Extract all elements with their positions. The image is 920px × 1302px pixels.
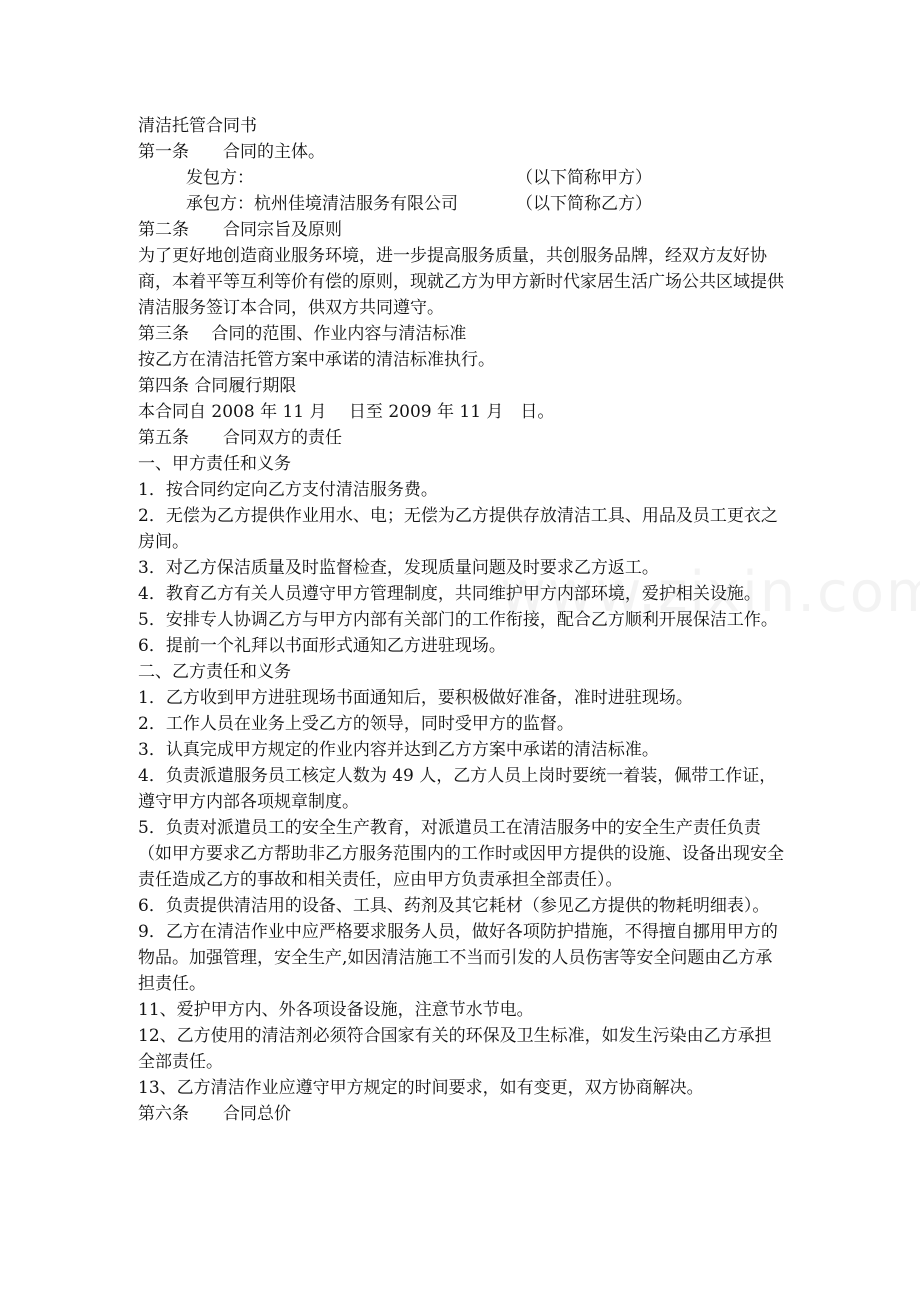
party-a-duty-item: 4．教育乙方有关人员遵守甲方管理制度，共同维护甲方内部环境，爱护相关设施。 bbox=[138, 584, 761, 604]
party-a-label: 发包方： bbox=[186, 168, 254, 188]
party-a-duty-item: 6．提前一个礼拜以书面形式通知乙方进驻现场。 bbox=[138, 636, 506, 656]
party-a-duty-item: 1．按合同约定向乙方支付清洁服务费。 bbox=[138, 480, 438, 500]
party-b-duty-item: 11、爱护甲方内、外各项设备设施，注意节水节电。 bbox=[138, 1000, 534, 1020]
party-b-duty-item: 1．乙方收到甲方进驻现场书面通知后，要积极做好准备，准时进驻现场。 bbox=[138, 688, 693, 708]
party-b-duties-heading: 二、乙方责任和义务 bbox=[138, 662, 291, 682]
contract-document bbox=[138, 113, 788, 1127]
party-b-duty-item: 12、乙方使用的清洁剂必须符合国家有关的环保及卫生标准，如发生污染由乙方承担全部责任。 bbox=[138, 1026, 772, 1072]
party-a-note: （以下简称甲方） bbox=[516, 168, 652, 188]
article-3-heading: 第三条 合同的范围、作业内容与清洁标准 bbox=[138, 324, 467, 344]
document-title: 清洁托管合同书 bbox=[138, 116, 257, 136]
party-b-duty-item: 3．认真完成甲方规定的作业内容并达到乙方方案中承诺的清洁标准。 bbox=[138, 740, 659, 760]
party-b-duty-item: 9．乙方在清洁作业中应严格要求服务人员，做好各项防护措施，不得擅自挪用甲方的物品。加强管理，安全生产,如因清洁施工不当而引发的人员伤害等安全问题由乙方承担责任。 bbox=[138, 922, 778, 994]
party-a-duty-item: 2．无偿为乙方提供作业用水、电；无偿为乙方提供存放清洁工具、用品及员工更衣之房间。 bbox=[138, 506, 778, 552]
party-a-duty-item: 3．对乙方保洁质量及时监督检查，发现质量问题及时要求乙方返工。 bbox=[138, 558, 659, 578]
article-2-heading: 第二条 合同宗旨及原则 bbox=[138, 220, 342, 240]
article-1-heading: 第一条 合同的主体。 bbox=[138, 142, 325, 162]
party-b-label: 承包方：杭州佳境清洁服务有限公司 bbox=[186, 194, 458, 214]
article-2-body: 为了更好地创造商业服务环境，进一步提高服务质量，共创服务品牌，经双方友好协商，本着平等互利等价有偿的原则，现就乙方为甲方新时代家居生活广场公共区域提供清洁服务签订本合同，供双方共同遵守。 bbox=[138, 246, 784, 318]
party-a-duty-item: 5．安排专人协调乙方与甲方内部有关部门的工作衔接，配合乙方顺利开展保洁工作。 bbox=[138, 610, 778, 630]
party-a-duties-heading: 一、甲方责任和义务 bbox=[138, 454, 291, 474]
article-4-body: 本合同自 2008 年 11 月 日至 2009 年 11 月 日。 bbox=[138, 402, 555, 422]
article-4-heading: 第四条 合同履行期限 bbox=[138, 376, 297, 396]
article-6-heading: 第六条 合同总价 bbox=[138, 1104, 291, 1124]
party-b-note: （以下简称乙方） bbox=[516, 194, 652, 214]
party-b-row bbox=[138, 191, 788, 217]
party-b-duty-item: 5．负责对派遣员工的安全生产教育，对派遣员工在清洁服务中的安全生产责任负责（如甲方要求乙方帮助非乙方服务范围内的工作时或因甲方提供的设施、设备出现安全责任造成乙方的事故和相关责任，应由甲方负责承担全部责任）。 bbox=[138, 818, 784, 890]
party-b-duty-item: 2．工作人员在业务上受乙方的领导，同时受甲方的监督。 bbox=[138, 714, 574, 734]
party-a-row bbox=[138, 165, 788, 191]
article-5-heading: 第五条 合同双方的责任 bbox=[138, 428, 342, 448]
article-3-body: 按乙方在清洁托管方案中承诺的清洁标准执行。 bbox=[138, 350, 495, 370]
party-b-duty-item: 6．负责提供清洁用的设备、工具、药剂及其它耗材（参见乙方提供的物耗明细表）。 bbox=[138, 896, 770, 916]
party-b-duty-item: 13、乙方清洁作业应遵守甲方规定的时间要求，如有变更，双方协商解决。 bbox=[138, 1078, 704, 1098]
party-b-duty-item: 4．负责派遣服务员工核定人数为 49 人，乙方人员上岗时要统一着装，佩带工作证，遵守甲方内部各项规章制度。 bbox=[138, 766, 777, 812]
